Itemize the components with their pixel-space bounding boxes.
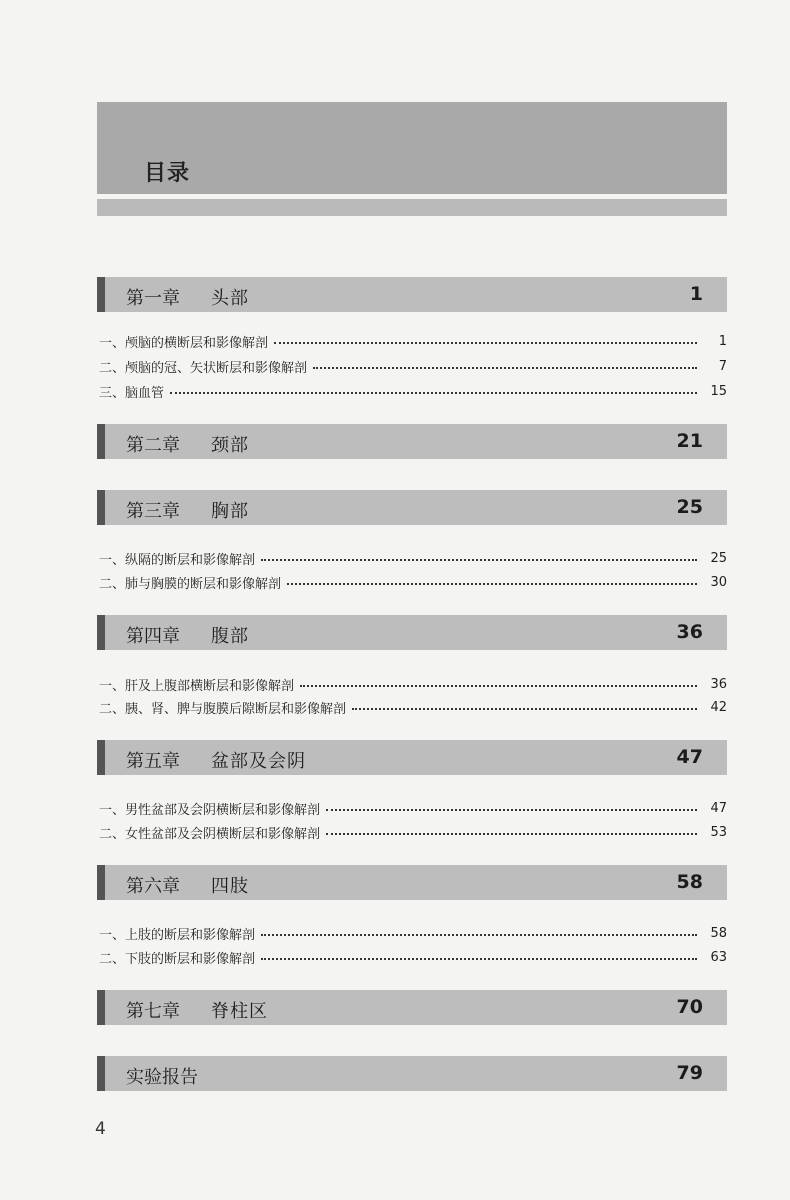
chapter-number: 第五章 xyxy=(126,751,180,772)
section-title: 二、下肢的断层和影像解剖 xyxy=(99,951,256,967)
dot-leader xyxy=(261,934,697,936)
page-number: 4 xyxy=(95,1119,106,1139)
section-title: 二、肺与胸膜的断层和影像解剖 xyxy=(99,576,282,592)
dot-leader xyxy=(326,809,697,811)
section-row[interactable] xyxy=(99,696,727,718)
section-page: 58 xyxy=(710,925,727,941)
chapter-page: 21 xyxy=(676,430,703,452)
chapter-marker xyxy=(97,1056,105,1091)
chapter-marker xyxy=(97,740,105,775)
section-row[interactable] xyxy=(99,330,727,352)
section-title: 三、脑血管 xyxy=(99,385,165,401)
chapter-row[interactable] xyxy=(97,1056,727,1091)
chapter-page: 25 xyxy=(676,496,703,518)
section-row[interactable] xyxy=(99,547,727,569)
chapter-name: 实验报告 xyxy=(126,1067,198,1088)
chapter-row[interactable] xyxy=(97,490,727,525)
dot-leader xyxy=(326,833,697,835)
chapter-row[interactable] xyxy=(97,865,727,900)
chapter-name: 颈部 xyxy=(211,435,249,456)
section-page: 30 xyxy=(710,574,727,590)
section-row[interactable] xyxy=(99,797,727,819)
toc-title-block xyxy=(97,102,727,194)
dot-leader xyxy=(352,708,697,710)
section-page: 47 xyxy=(710,800,727,816)
chapter-name: 腹部 xyxy=(211,626,249,647)
chapter-number: 第二章 xyxy=(126,435,180,456)
section-page: 15 xyxy=(710,383,727,399)
chapter-page: 1 xyxy=(689,283,703,305)
section-title: 二、胰、肾、脾与腹膜后隙断层和影像解剖 xyxy=(99,701,347,717)
section-page: 7 xyxy=(718,358,727,374)
chapter-page: 36 xyxy=(676,621,703,643)
dot-leader xyxy=(287,583,697,585)
chapter-row[interactable] xyxy=(97,740,727,775)
chapter-number: 第七章 xyxy=(126,1001,180,1022)
chapter-name: 头部 xyxy=(211,288,249,309)
chapter-page: 79 xyxy=(676,1062,703,1084)
section-row[interactable] xyxy=(99,355,727,377)
section-title: 二、颅脑的冠、矢状断层和影像解剖 xyxy=(99,360,308,376)
section-page: 1 xyxy=(718,333,727,349)
chapter-number: 第一章 xyxy=(126,288,180,309)
chapter-marker xyxy=(97,277,105,312)
section-page: 53 xyxy=(710,824,727,840)
section-title: 二、女性盆部及会阴横断层和影像解剖 xyxy=(99,826,321,842)
chapter-marker xyxy=(97,490,105,525)
chapter-row[interactable] xyxy=(97,277,727,312)
section-title: 一、颅脑的横断层和影像解剖 xyxy=(99,335,269,351)
chapter-page: 47 xyxy=(676,746,703,768)
section-row[interactable] xyxy=(99,946,727,968)
chapter-row[interactable] xyxy=(97,424,727,459)
section-row[interactable] xyxy=(99,821,727,843)
chapter-number: 第三章 xyxy=(126,501,180,522)
toc-title: 目录 xyxy=(144,161,191,186)
dot-leader xyxy=(274,342,697,344)
section-page: 63 xyxy=(710,949,727,965)
chapter-marker xyxy=(97,424,105,459)
section-page: 42 xyxy=(710,699,727,715)
section-title: 一、上肢的断层和影像解剖 xyxy=(99,927,256,943)
chapter-row[interactable] xyxy=(97,615,727,650)
chapter-page: 58 xyxy=(676,871,703,893)
chapter-name: 脊柱区 xyxy=(211,1001,268,1022)
section-title: 一、男性盆部及会阴横断层和影像解剖 xyxy=(99,802,321,818)
dot-leader xyxy=(261,958,697,960)
section-page: 25 xyxy=(710,550,727,566)
chapter-name: 盆部及会阴 xyxy=(211,751,306,772)
section-row[interactable] xyxy=(99,380,727,402)
section-title: 一、纵隔的断层和影像解剖 xyxy=(99,552,256,568)
chapter-number: 第六章 xyxy=(126,876,180,897)
chapter-name: 四肢 xyxy=(211,876,249,897)
section-page: 36 xyxy=(710,676,727,692)
chapter-name: 胸部 xyxy=(211,501,249,522)
dot-leader xyxy=(170,392,697,394)
section-row[interactable] xyxy=(99,673,727,695)
section-row[interactable] xyxy=(99,922,727,944)
section-row[interactable] xyxy=(99,571,727,593)
dot-leader xyxy=(313,367,697,369)
chapter-marker xyxy=(97,990,105,1025)
section-title: 一、肝及上腹部横断层和影像解剖 xyxy=(99,678,295,694)
title-divider xyxy=(97,199,727,216)
dot-leader xyxy=(300,685,697,687)
chapter-page: 70 xyxy=(676,996,703,1018)
chapter-marker xyxy=(97,865,105,900)
chapter-marker xyxy=(97,615,105,650)
chapter-number: 第四章 xyxy=(126,626,180,647)
dot-leader xyxy=(261,559,697,561)
chapter-row[interactable] xyxy=(97,990,727,1025)
